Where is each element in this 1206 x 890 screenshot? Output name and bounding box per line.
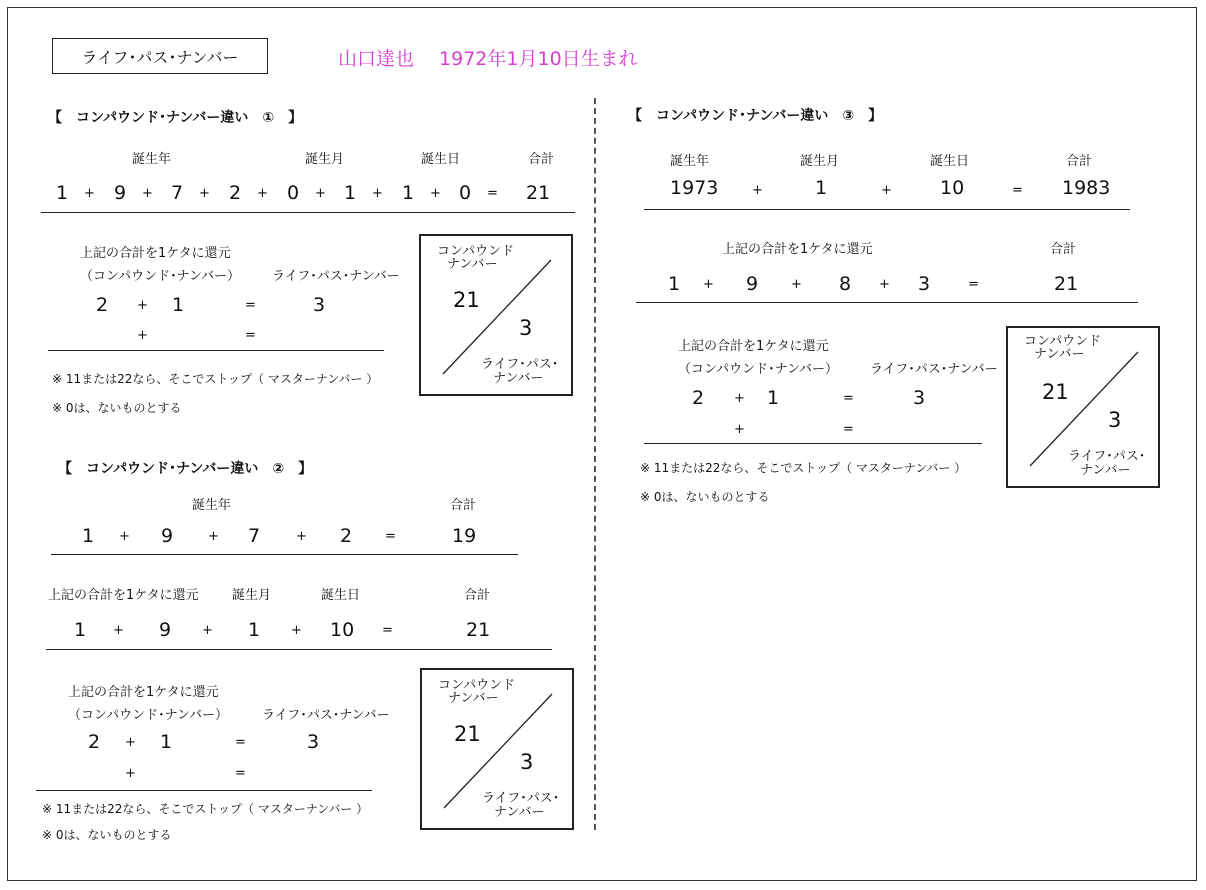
s1-reduce-label: 上記の合計を1ケタに還元: [80, 246, 231, 261]
s2-plus: +: [202, 623, 213, 638]
s2-plus: +: [119, 529, 130, 544]
s3-box-lifepath-number: 3: [1108, 408, 1122, 432]
s3-plus: +: [752, 183, 763, 198]
s1-result-box: [419, 234, 573, 396]
s1-plus: +: [137, 298, 148, 313]
s2-plus: +: [113, 623, 124, 638]
s2-plus: +: [125, 766, 136, 781]
s1-digit: 0: [287, 182, 300, 204]
s3-equals: =: [843, 391, 854, 406]
s1-box-lifepath-label: ナンバー: [493, 371, 544, 386]
s1-total: 21: [526, 182, 551, 204]
s3-day-label: 誕生日: [930, 154, 970, 169]
s1-result: 3: [313, 294, 326, 316]
s3-box-compound-label: ナンバー: [1034, 347, 1085, 362]
s1-plus: +: [315, 186, 326, 201]
s2-box-lifepath-label: ナンバー: [494, 805, 545, 820]
s3-plus: +: [734, 422, 745, 437]
s3-month-label: 誕生月: [800, 154, 840, 169]
s1-compound-label: （コンパウンド･ナンバー）: [80, 269, 241, 284]
s3-plus: +: [791, 277, 802, 292]
s2-reduce-label: 上記の合計を1ケタに還元: [68, 685, 219, 700]
s1-reduce-digit: 2: [96, 294, 109, 316]
section-3-title: 【 コンパウンド･ナンバー違い ③ 】: [628, 108, 883, 124]
s1-month-label: 誕生月: [305, 152, 345, 167]
s3-equals: =: [843, 422, 854, 437]
s3-box-lifepath-label: ナンバー: [1080, 463, 1131, 478]
s2-digit: 9: [159, 619, 172, 641]
s2-plus: +: [208, 529, 219, 544]
s2-digit: 2: [340, 525, 353, 547]
s1-plus: +: [137, 328, 148, 343]
s3-lifepath-label: ライフ･パス･ナンバー: [870, 362, 998, 377]
s1-box-lifepath-number: 3: [519, 316, 533, 340]
s3-total-label: 合計: [1066, 154, 1093, 169]
section-1-title: 【 コンパウンド･ナンバー違い ① 】: [48, 110, 303, 126]
s2-note-zero: ※ 0は、ないものとする: [42, 828, 172, 842]
s1-digit: 0: [459, 182, 472, 204]
s1-plus: +: [142, 186, 153, 201]
s2-digit: 1: [248, 619, 261, 641]
s1-box-lifepath-label: ライフ･パス･: [481, 357, 559, 372]
s2-box-lifepath-label: ライフ･パス･: [482, 791, 560, 806]
s3-reduce-label: 上記の合計を1ケタに還元: [722, 242, 873, 257]
s3-box-lifepath-label: ライフ･パス･: [1068, 449, 1146, 464]
s3-note-zero: ※ 0は、ないものとする: [640, 490, 770, 504]
s3-plus: +: [879, 277, 890, 292]
s1-box-compound-number: 21: [453, 288, 480, 312]
s3-digit: 8: [839, 273, 852, 295]
s1-lifepath-label: ライフ･パス･ナンバー: [272, 269, 400, 284]
s1-plus: +: [372, 186, 383, 201]
s1-note-zero: ※ 0は、ないものとする: [52, 401, 182, 415]
s3-box-compound-number: 21: [1042, 380, 1069, 404]
s1-digit: 1: [402, 182, 415, 204]
s2-equals: =: [235, 766, 246, 781]
s1-day-label: 誕生日: [421, 152, 461, 167]
s2-reduce-label: 上記の合計を1ケタに還元: [48, 588, 199, 603]
s3-total-label: 合計: [1050, 242, 1077, 257]
s3-equals: =: [968, 277, 979, 292]
s1-note-master: ※ 11または22なら、そこでストップ（ マスターナンバー ）: [52, 372, 379, 386]
s2-plus: +: [296, 529, 307, 544]
s2-year-label: 誕生年: [192, 498, 232, 513]
s1-reduce-digit: 1: [172, 294, 185, 316]
s3-total: 1983: [1062, 177, 1111, 199]
section-2-title: 【 コンパウンド･ナンバー違い ② 】: [58, 461, 313, 477]
s3-rule: [644, 443, 982, 444]
s2-result: 3: [307, 731, 320, 753]
page-title: ライフ･パス･ナンバー: [52, 38, 268, 74]
s2-rule: [51, 554, 518, 555]
column-divider: [594, 98, 596, 830]
s3-digit: 1: [668, 273, 681, 295]
s1-plus: +: [430, 186, 441, 201]
s3-reduce-digit: 2: [692, 387, 705, 409]
s2-digit: 10: [330, 619, 355, 641]
s2-rule: [36, 790, 372, 791]
s2-digit: 1: [82, 525, 95, 547]
s2-equals: =: [235, 735, 246, 750]
s1-box-compound-label: ナンバー: [447, 257, 498, 272]
s2-plus: +: [125, 735, 136, 750]
s1-box-compound-label: コンパウンド: [437, 244, 515, 259]
s2-total-label: 合計: [450, 498, 477, 513]
s3-note-master: ※ 11または22なら、そこでストップ（ マスターナンバー ）: [640, 461, 967, 475]
s2-equals: =: [385, 529, 396, 544]
s3-digit: 3: [918, 273, 931, 295]
s2-digit: 7: [248, 525, 261, 547]
s1-plus: +: [84, 186, 95, 201]
s3-plus: +: [734, 391, 745, 406]
s1-equals: =: [487, 186, 498, 201]
s2-reduce-digit: 1: [160, 731, 173, 753]
s2-reduce-digit: 2: [88, 731, 101, 753]
s2-box-compound-label: コンパウンド: [438, 678, 516, 693]
s1-digit: 7: [171, 182, 184, 204]
s2-box-lifepath-number: 3: [520, 750, 534, 774]
s2-note-master: ※ 11または22なら、そこでストップ（ マスターナンバー ）: [42, 802, 369, 816]
s1-equals: =: [245, 328, 256, 343]
s3-result-box: [1006, 326, 1160, 488]
s3-compound-label: （コンパウンド･ナンバー）: [678, 362, 839, 377]
s2-box-compound-label: ナンバー: [448, 691, 499, 706]
s2-year-total: 19: [452, 525, 477, 547]
s3-box-compound-label: コンパウンド: [1024, 334, 1102, 349]
s3-rule: [644, 209, 1130, 210]
s2-month-label: 誕生月: [232, 588, 272, 603]
s3-day: 10: [940, 177, 965, 199]
s3-reduce-total: 21: [1054, 273, 1079, 295]
s2-box-compound-number: 21: [454, 722, 481, 746]
s1-year-label: 誕生年: [132, 152, 172, 167]
s3-equals: =: [1012, 183, 1023, 198]
s3-month: 1: [815, 177, 828, 199]
s1-digit: 1: [56, 182, 69, 204]
s3-digit: 9: [746, 273, 759, 295]
s1-plus: +: [199, 186, 210, 201]
s2-day-label: 誕生日: [321, 588, 361, 603]
s2-total-label: 合計: [464, 588, 491, 603]
s2-digit: 9: [161, 525, 174, 547]
s3-reduce-digit: 1: [767, 387, 780, 409]
s1-rule: [48, 350, 384, 351]
s3-plus: +: [703, 277, 714, 292]
s3-rule: [636, 302, 1138, 303]
s3-result: 3: [913, 387, 926, 409]
s3-plus: +: [881, 183, 892, 198]
s1-plus: +: [257, 186, 268, 201]
s3-reduce-label: 上記の合計を1ケタに還元: [678, 339, 829, 354]
s1-digit: 1: [344, 182, 357, 204]
person-name-birthdate: 山口達也 1972年1月10日生まれ: [338, 48, 638, 70]
s3-year-label: 誕生年: [670, 154, 710, 169]
s2-lifepath-label: ライフ･パス･ナンバー: [262, 708, 390, 723]
s3-year: 1973: [670, 177, 719, 199]
s1-digit: 2: [229, 182, 242, 204]
s2-plus: +: [291, 623, 302, 638]
s2-result-box: [420, 668, 574, 830]
s2-digit: 1: [74, 619, 87, 641]
s2-rule: [46, 649, 552, 650]
s1-rule: [41, 212, 575, 213]
s2-equals: =: [382, 623, 393, 638]
s1-digit: 9: [114, 182, 127, 204]
s2-reduce-total: 21: [466, 619, 491, 641]
s1-equals: =: [245, 298, 256, 313]
s1-total-label: 合計: [528, 152, 555, 167]
s2-compound-label: （コンパウンド･ナンバー）: [68, 708, 229, 723]
